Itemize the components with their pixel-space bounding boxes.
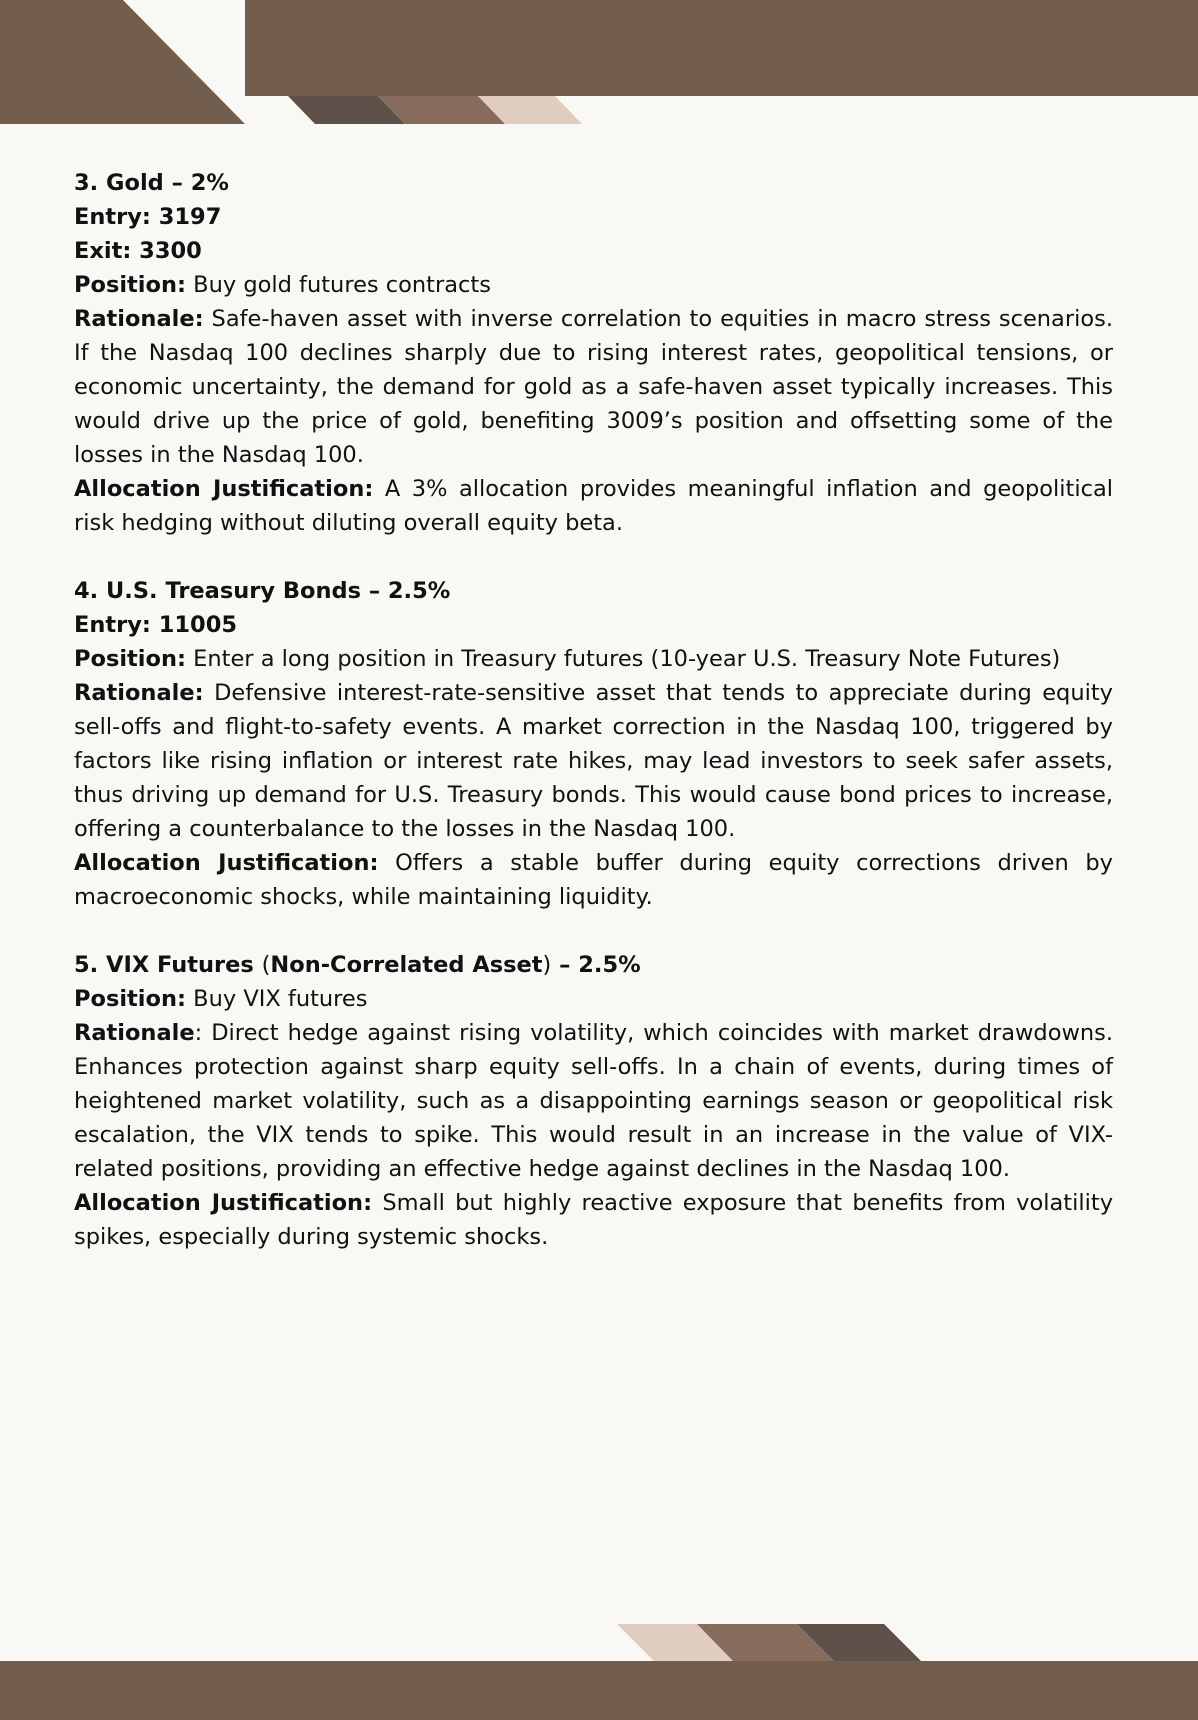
section-gold	[74, 166, 1113, 540]
rationale-paragraph: Rationale: Direct hedge against rising volatility, which coincides with market drawdowns. Enhances protection against sharp equity sell-offs. In a chain of events, during times of heightened market volatility, such as a disappointing earnings season or geopolitical risk escalation, the VIX tends to spike. This would result in an increase in the value of VIX-related positions, providing an effective hedge against declines in the Nasdaq 100.	[74, 1020, 1113, 1182]
section-treasury-bonds	[74, 574, 1113, 914]
section-title: 5. VIX Futures (Non-Correlated Asset) – 2.5%	[74, 952, 641, 978]
section-vix-futures	[74, 948, 1113, 1254]
position-paragraph: Position: Buy VIX futures	[74, 986, 368, 1012]
position-paragraph: Position: Enter a long position in Treasury futures (10-year U.S. Treasury Note Futures)	[74, 646, 1061, 672]
allocation-paragraph: Allocation Justification: Offers a stable buffer during equity corrections driven by macroeconomic shocks, while maintaining liquidity.	[74, 850, 1114, 910]
document-body	[74, 166, 1113, 1288]
position-paragraph: Position: Buy gold futures contracts	[74, 272, 491, 298]
entry-line: Entry: 3197	[74, 204, 222, 230]
allocation-paragraph: Allocation Justification: A 3% allocation provides meaningful inflation and geopolitical risk hedging without diluting overall equity beta.	[74, 476, 1113, 536]
top-banner-band	[245, 0, 1198, 96]
top-left-triangle	[0, 0, 245, 124]
exit-line: Exit: 3300	[74, 238, 202, 264]
bottom-banner-band	[0, 1661, 1198, 1720]
top-decorative-banner	[0, 0, 1198, 126]
allocation-paragraph: Allocation Justification: Small but highly reactive exposure that benefits from volatility spikes, especially during systemic shocks.	[74, 1190, 1114, 1250]
bottom-decorative-banner	[0, 1620, 1198, 1720]
section-title: 3. Gold – 2%	[74, 170, 229, 196]
section-title: 4. U.S. Treasury Bonds – 2.5%	[74, 578, 451, 604]
rationale-paragraph: Rationale: Defensive interest-rate-sensitive asset that tends to appreciate during equity sell-offs and flight-to-safety events. A market correction in the Nasdaq 100, triggered by factors like rising inflation or interest rate hikes, may lead investors to seek safer assets, thus driving up demand for U.S. Treasury bonds. This would cause bond prices to increase, offering a counterbalance to the losses in the Nasdaq 100.	[74, 680, 1113, 842]
entry-line: Entry: 11005	[74, 612, 238, 638]
rationale-paragraph: Rationale: Safe-haven asset with inverse correlation to equities in macro stress scenarios. If the Nasdaq 100 declines sharply due to rising interest rates, geopolitical tensions, or economic uncertainty, the demand for gold as a safe-haven asset typically increases. This would drive up the price of gold, benefiting 3009’s position and offsetting some of the losses in the Nasdaq 100.	[74, 306, 1113, 468]
